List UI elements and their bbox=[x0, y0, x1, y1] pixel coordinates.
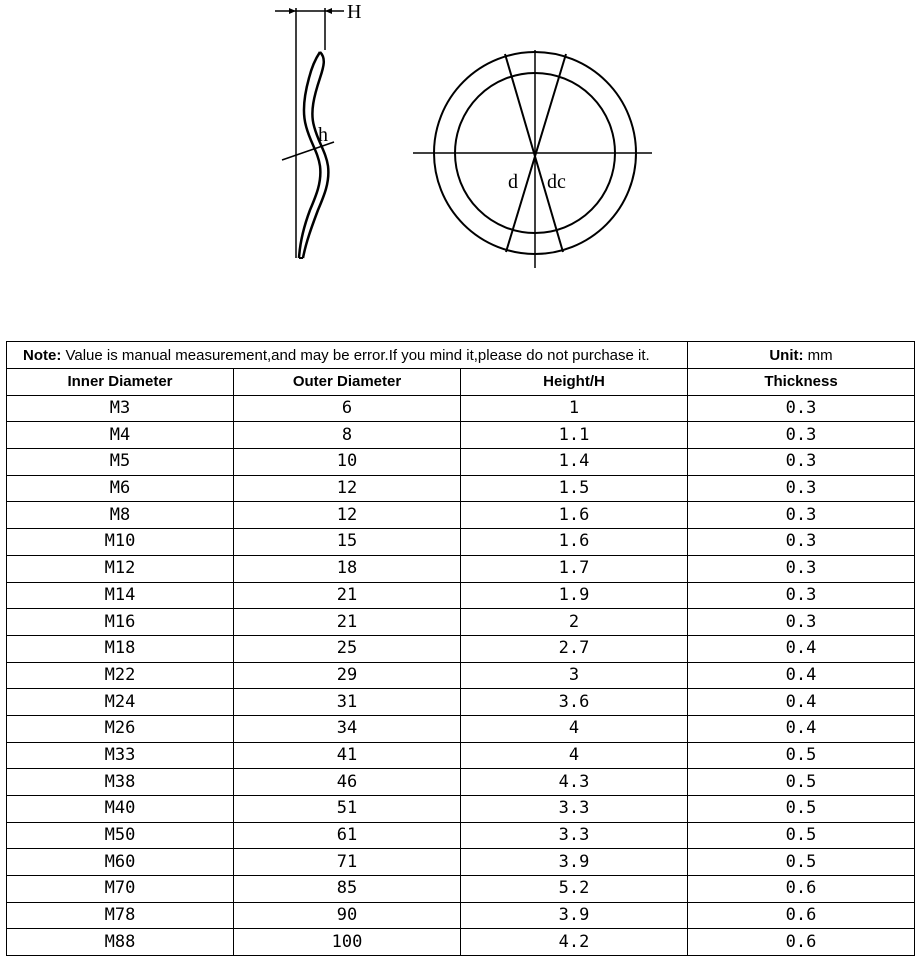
table-row bbox=[7, 796, 915, 823]
thickness-cell: 0.3 bbox=[688, 582, 915, 609]
table-row bbox=[7, 822, 915, 849]
outer-diameter-cell: 85 bbox=[234, 876, 461, 903]
table-body bbox=[7, 395, 915, 955]
height-cell: 1.5 bbox=[461, 475, 688, 502]
height-cell: 4.2 bbox=[461, 929, 688, 956]
height-cell: 4 bbox=[461, 742, 688, 769]
height-cell: 2.7 bbox=[461, 635, 688, 662]
label-d: d bbox=[508, 171, 518, 193]
table-row bbox=[7, 742, 915, 769]
thickness-cell: 0.4 bbox=[688, 635, 915, 662]
outer-diameter-cell: 90 bbox=[234, 902, 461, 929]
inner-diameter-cell: M3 bbox=[7, 395, 234, 422]
outer-diameter-cell: 15 bbox=[234, 529, 461, 556]
height-cell: 3 bbox=[461, 662, 688, 689]
thickness-cell: 0.5 bbox=[688, 742, 915, 769]
inner-diameter-cell: M16 bbox=[7, 609, 234, 636]
outer-diameter-cell: 10 bbox=[234, 449, 461, 476]
label-H: H bbox=[347, 1, 362, 23]
inner-diameter-cell: M14 bbox=[7, 582, 234, 609]
thickness-cell: 0.6 bbox=[688, 876, 915, 903]
height-cell: 3.9 bbox=[461, 849, 688, 876]
table-row bbox=[7, 929, 915, 956]
table-row bbox=[7, 635, 915, 662]
inner-diameter-cell: M4 bbox=[7, 422, 234, 449]
table-row bbox=[7, 662, 915, 689]
header-height: Height/H bbox=[461, 369, 688, 396]
label-dc: dc bbox=[547, 171, 566, 193]
note-text: Value is manual measurement,and may be error.If you mind it,please do not purchase it. bbox=[61, 346, 650, 364]
unit-label: Unit: bbox=[769, 346, 804, 364]
inner-diameter-cell: M50 bbox=[7, 822, 234, 849]
height-cell: 4 bbox=[461, 715, 688, 742]
unit-cell bbox=[688, 342, 915, 369]
thickness-cell: 0.3 bbox=[688, 449, 915, 476]
height-cell: 3.3 bbox=[461, 822, 688, 849]
table-row bbox=[7, 395, 915, 422]
header-inner-diameter: Inner Diameter bbox=[7, 369, 234, 396]
unit-value: mm bbox=[803, 346, 833, 364]
header-thickness: Thickness bbox=[688, 369, 915, 396]
height-cell: 1.1 bbox=[461, 422, 688, 449]
inner-diameter-cell: M70 bbox=[7, 876, 234, 903]
inner-diameter-cell: M6 bbox=[7, 475, 234, 502]
note-row bbox=[7, 342, 915, 369]
inner-diameter-cell: M88 bbox=[7, 929, 234, 956]
thickness-cell: 0.6 bbox=[688, 902, 915, 929]
thickness-cell: 0.4 bbox=[688, 715, 915, 742]
height-cell: 1.9 bbox=[461, 582, 688, 609]
height-cell: 1.6 bbox=[461, 502, 688, 529]
note-cell bbox=[7, 342, 688, 369]
height-cell: 5.2 bbox=[461, 876, 688, 903]
table-row bbox=[7, 475, 915, 502]
outer-diameter-cell: 18 bbox=[234, 555, 461, 582]
thickness-cell: 0.6 bbox=[688, 929, 915, 956]
table-row bbox=[7, 449, 915, 476]
height-cell: 3.6 bbox=[461, 689, 688, 716]
outer-diameter-cell: 34 bbox=[234, 715, 461, 742]
inner-diameter-cell: M22 bbox=[7, 662, 234, 689]
outer-diameter-cell: 8 bbox=[234, 422, 461, 449]
height-cell: 4.3 bbox=[461, 769, 688, 796]
thickness-cell: 0.3 bbox=[688, 609, 915, 636]
inner-diameter-cell: M26 bbox=[7, 715, 234, 742]
header-outer-diameter: Outer Diameter bbox=[234, 369, 461, 396]
table-row bbox=[7, 502, 915, 529]
height-cell: 1.6 bbox=[461, 529, 688, 556]
label-h: h bbox=[318, 124, 328, 146]
table-row bbox=[7, 876, 915, 903]
height-cell: 3.9 bbox=[461, 902, 688, 929]
thickness-cell: 0.3 bbox=[688, 422, 915, 449]
outer-diameter-cell: 51 bbox=[234, 796, 461, 823]
inner-diameter-cell: M12 bbox=[7, 555, 234, 582]
thickness-cell: 0.5 bbox=[688, 769, 915, 796]
table-row bbox=[7, 555, 915, 582]
outer-diameter-cell: 71 bbox=[234, 849, 461, 876]
inner-diameter-cell: M38 bbox=[7, 769, 234, 796]
wave-washer-drawing bbox=[0, 0, 921, 330]
outer-diameter-cell: 41 bbox=[234, 742, 461, 769]
height-cell: 1.4 bbox=[461, 449, 688, 476]
thickness-cell: 0.5 bbox=[688, 796, 915, 823]
outer-diameter-cell: 29 bbox=[234, 662, 461, 689]
inner-diameter-cell: M5 bbox=[7, 449, 234, 476]
inner-diameter-cell: M24 bbox=[7, 689, 234, 716]
height-cell: 1 bbox=[461, 395, 688, 422]
table-row bbox=[7, 902, 915, 929]
thickness-cell: 0.3 bbox=[688, 502, 915, 529]
height-cell: 2 bbox=[461, 609, 688, 636]
table-row bbox=[7, 422, 915, 449]
outer-diameter-cell: 12 bbox=[234, 475, 461, 502]
thickness-cell: 0.3 bbox=[688, 529, 915, 556]
inner-diameter-cell: M8 bbox=[7, 502, 234, 529]
thickness-cell: 0.3 bbox=[688, 475, 915, 502]
thickness-cell: 0.4 bbox=[688, 689, 915, 716]
outer-diameter-cell: 21 bbox=[234, 609, 461, 636]
table-row bbox=[7, 715, 915, 742]
table-row bbox=[7, 582, 915, 609]
spec-table bbox=[6, 341, 915, 956]
inner-diameter-cell: M40 bbox=[7, 796, 234, 823]
outer-diameter-cell: 46 bbox=[234, 769, 461, 796]
inner-diameter-cell: M33 bbox=[7, 742, 234, 769]
thickness-cell: 0.5 bbox=[688, 822, 915, 849]
inner-diameter-cell: M18 bbox=[7, 635, 234, 662]
inner-diameter-cell: M78 bbox=[7, 902, 234, 929]
note-label: Note: bbox=[23, 346, 62, 364]
outer-diameter-cell: 25 bbox=[234, 635, 461, 662]
table-row bbox=[7, 529, 915, 556]
outer-diameter-cell: 31 bbox=[234, 689, 461, 716]
outer-diameter-cell: 61 bbox=[234, 822, 461, 849]
inner-diameter-cell: M10 bbox=[7, 529, 234, 556]
thickness-cell: 0.3 bbox=[688, 555, 915, 582]
height-cell: 1.7 bbox=[461, 555, 688, 582]
inner-diameter-cell: M60 bbox=[7, 849, 234, 876]
outer-diameter-cell: 21 bbox=[234, 582, 461, 609]
outer-diameter-cell: 12 bbox=[234, 502, 461, 529]
thickness-cell: 0.3 bbox=[688, 395, 915, 422]
table-row bbox=[7, 769, 915, 796]
table-row bbox=[7, 849, 915, 876]
height-cell: 3.3 bbox=[461, 796, 688, 823]
thickness-cell: 0.5 bbox=[688, 849, 915, 876]
outer-diameter-cell: 100 bbox=[234, 929, 461, 956]
table-row bbox=[7, 609, 915, 636]
table-row bbox=[7, 689, 915, 716]
header-row bbox=[7, 369, 915, 396]
outer-diameter-cell: 6 bbox=[234, 395, 461, 422]
thickness-cell: 0.4 bbox=[688, 662, 915, 689]
